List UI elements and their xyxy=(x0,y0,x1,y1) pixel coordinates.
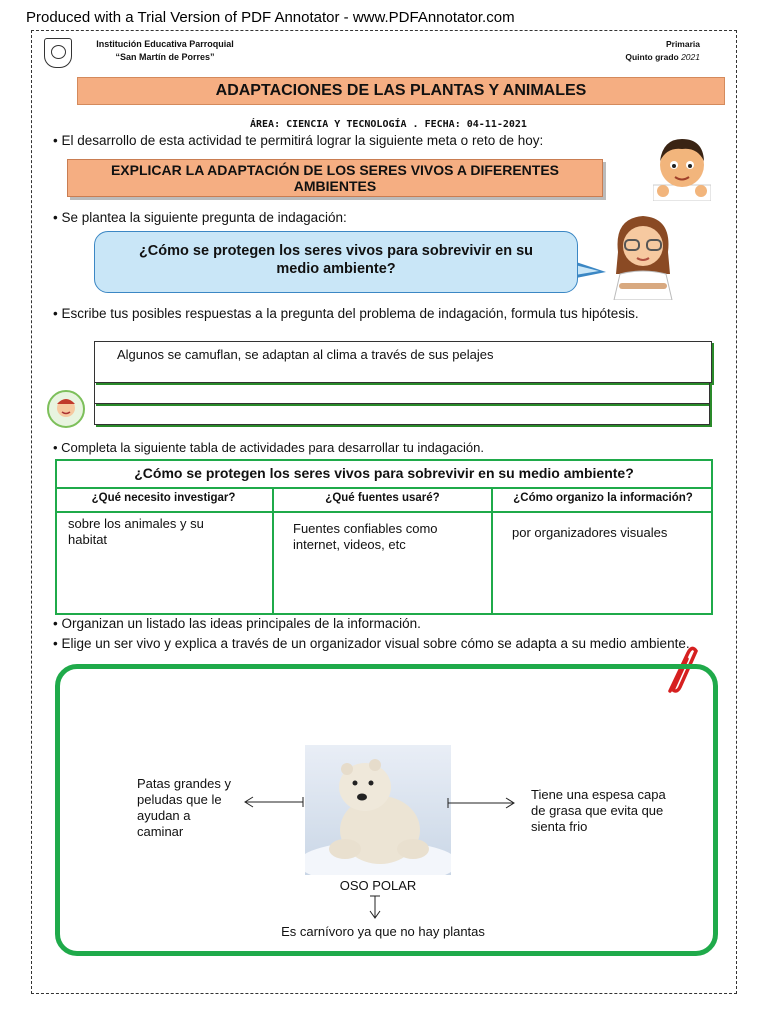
girl-scientist-illustration xyxy=(610,212,676,300)
inquiry-intro-text: Se plantea la siguiente pregunta de indagación: xyxy=(61,210,347,225)
student-avatar-icon xyxy=(47,390,85,428)
hypothesis-answer: Algunos se camuflan, se adaptan al clima a través de sus pelajes xyxy=(117,347,494,362)
note-line: ayudan a xyxy=(137,808,191,823)
instruction-text: Elige un ser vivo y explica a través de un organizador visual sobre cómo se adapta a su medio ambiente. xyxy=(61,636,690,651)
instruction-line-2: • Elige un ser vivo y explica a través de un organizador visual sobre cómo se adapta a su medio ambiente. xyxy=(53,636,690,651)
goal-line1: EXPLICAR LA ADAPTACIÓN DE LOS SERES VIVOS A DIFERENTES xyxy=(110,162,560,178)
grade-label: Quinto grado xyxy=(625,52,679,62)
polar-bear-photo xyxy=(305,745,451,875)
right-adaptation-note xyxy=(531,787,666,835)
table-divider xyxy=(55,511,713,513)
polar-bear-icon xyxy=(305,745,451,875)
question-bubble xyxy=(94,231,578,293)
left-arrow-icon xyxy=(243,795,305,809)
boy-illustration xyxy=(653,133,711,201)
cell-line: sobre los animales y su xyxy=(68,516,204,531)
table-intro-text: Completa la siguiente tabla de actividades para desarrollar tu indagación. xyxy=(61,440,484,455)
area-date-line: ÁREA: CIENCIA Y TECNOLOGÍA . FECHA: 04-11-2021 xyxy=(250,119,527,130)
cell-line: Fuentes confiables como xyxy=(293,521,438,536)
column-header-organize: ¿Cómo organizo la información? xyxy=(513,492,693,504)
right-arrow-icon xyxy=(447,796,517,810)
school-crest-icon xyxy=(44,38,72,68)
table-cell-sources[interactable] xyxy=(293,521,438,553)
intro-line: • El desarrollo de esta actividad te permitirá lograr la siguiente meta o reto de hoy: xyxy=(53,133,544,148)
bottom-adaptation-note: Es carnívoro ya que no hay plantas xyxy=(281,924,485,939)
note-line: de grasa que evita que xyxy=(531,803,664,818)
page-title: ADAPTACIONES DE LAS PLANTAS Y ANIMALES xyxy=(77,77,725,105)
instruction-line-1: • Organizan un listado las ideas principales de la información. xyxy=(53,616,421,631)
table-divider xyxy=(55,487,713,489)
table-column-divider xyxy=(491,487,493,615)
organizer-caption: OSO POLAR xyxy=(339,878,417,893)
table-intro-line: • Completa la siguiente tabla de actividades para desarrollar tu indagación. xyxy=(53,440,484,455)
note-line: Tiene una espesa capa xyxy=(531,787,666,802)
institution-line1: Institución Educativa Parroquial xyxy=(96,39,234,49)
left-adaptation-note xyxy=(137,776,231,840)
instruction-text: Organizan un listado las ideas principales de la información. xyxy=(61,616,421,631)
hypothesis-answer-line-2[interactable] xyxy=(94,382,710,404)
cell-line: internet, videos, etc xyxy=(293,537,406,552)
inquiry-intro-line: • Se plantea la siguiente pregunta de indagación: xyxy=(53,210,347,225)
table-cell-organize[interactable] xyxy=(512,525,667,541)
institution-line2: “San Martín de Porres” xyxy=(115,52,215,62)
intro-text: El desarrollo de esta actividad te permitirá lograr la siguiente meta o reto de hoy: xyxy=(61,133,544,148)
speech-bubble-tail-fill xyxy=(575,265,599,275)
note-line: Patas grandes y xyxy=(137,776,231,791)
column-header-sources: ¿Qué fuentes usaré? xyxy=(325,492,440,504)
level-label: Primaria xyxy=(665,39,700,49)
note-line: caminar xyxy=(137,824,184,839)
hypothesis-answer-line-3[interactable] xyxy=(94,403,710,425)
trial-watermark: Produced with a Trial Version of PDF Annotator - www.PDFAnnotator.com xyxy=(26,9,515,26)
down-arrow-icon xyxy=(368,895,382,921)
goal-banner xyxy=(67,159,603,197)
goal-line2: AMBIENTES xyxy=(293,178,377,194)
inquiry-table-title: ¿Cómo se protegen los seres vivos para sobrevivir en su medio ambiente? xyxy=(134,465,634,481)
hypothesis-prompt-text: Escribe tus posibles respuestas a la pregunta del problema de indagación, formula tus hipótesis. xyxy=(61,306,639,321)
year-label: 2021 xyxy=(681,52,700,62)
note-line: sienta frio xyxy=(531,819,588,834)
table-column-divider xyxy=(272,487,274,615)
question-line2: medio ambiente? xyxy=(276,261,396,277)
table-cell-investigate[interactable] xyxy=(68,516,204,548)
grade-info xyxy=(610,38,700,64)
note-line: peludas que le xyxy=(137,792,222,807)
hypothesis-prompt-line: • Escribe tus posibles respuestas a la pregunta del problema de indagación, formula tus hipótesis. xyxy=(53,306,639,321)
cell-line: por organizadores visuales xyxy=(512,525,668,540)
question-line1: ¿Cómo se protegen los seres vivos para sobrevivir en su xyxy=(138,243,534,259)
column-header-investigate: ¿Qué necesito investigar? xyxy=(91,492,236,504)
institution-name xyxy=(80,38,250,64)
cell-line: habitat xyxy=(68,532,108,547)
